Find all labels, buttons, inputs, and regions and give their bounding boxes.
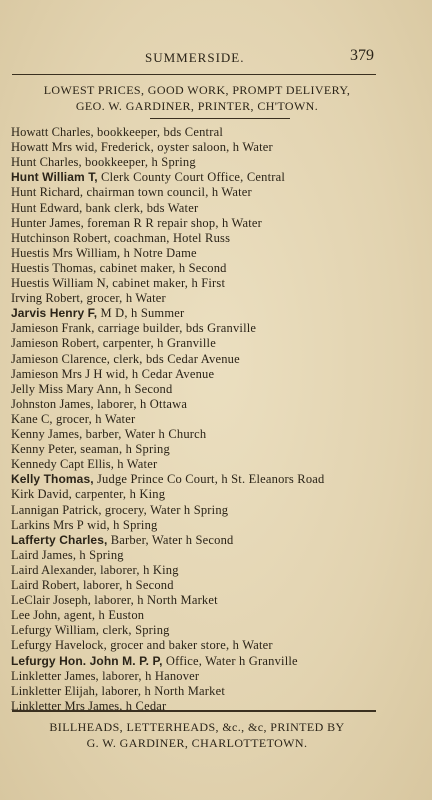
footer-rule xyxy=(12,710,376,712)
entry-name: Lannigan Patrick, xyxy=(11,502,102,517)
bottom-ad-line-2: G. W. GARDINER, CHARLOTTETOWN. xyxy=(86,736,308,750)
entry-details: seaman, h Spring xyxy=(76,442,170,457)
top-advertisement xyxy=(12,82,382,114)
entry-name: Huestis William N, xyxy=(11,276,109,290)
entry-details: grocer and baker store, h Water xyxy=(106,638,273,653)
directory-entry xyxy=(11,547,124,563)
entry-name: Kirk David, xyxy=(11,487,72,502)
page-number: 379 xyxy=(350,47,374,64)
entry-name: Lefurgy Havelock, xyxy=(11,638,107,653)
directory-entry xyxy=(11,441,170,457)
directory-entry xyxy=(11,184,252,200)
entry-name: Lefurgy William, xyxy=(11,623,100,638)
bottom-ad-line-1: BILLHEADS, LETTERHEADS, &c., &c, PRINTED BY xyxy=(49,720,345,734)
entry-details: Frederick, oyster saloon, h Water xyxy=(97,140,273,155)
entry-details: laborer, h Second xyxy=(79,578,174,592)
directory-entry xyxy=(11,456,157,472)
directory-entry xyxy=(11,275,225,291)
entry-name: Huestis Mrs William, xyxy=(11,245,121,260)
entry-details: Clerk County Court Office, Central xyxy=(97,170,286,185)
entry-name: Huestis Thomas, xyxy=(11,260,97,275)
entry-name: Linkletter Mrs James, xyxy=(11,698,123,713)
entry-name: Howatt Charles, xyxy=(11,125,94,139)
directory-entry xyxy=(11,592,218,608)
entry-name: LeClair Joseph, xyxy=(11,593,91,608)
directory-entry xyxy=(11,471,324,487)
directory-entry xyxy=(11,396,187,412)
directory-entry xyxy=(11,607,144,623)
entry-name: Hunt Richard, xyxy=(11,185,84,200)
top-ad-line-1: LOWEST PRICES, GOOD WORK, PROMPT DELIVERY, xyxy=(43,83,351,97)
entry-name: Jamieson Robert, xyxy=(11,336,100,351)
directory-entry xyxy=(11,290,166,306)
entry-name: Kelly Thomas, xyxy=(11,472,94,487)
entry-name: Hunt William T, xyxy=(11,170,98,185)
entry-details: wid, h Spring xyxy=(83,517,158,532)
directory-entry xyxy=(11,668,199,684)
entry-details: agent, h Euston xyxy=(60,608,145,623)
entry-details: clerk, Spring xyxy=(99,623,170,638)
entry-details: laborer, h Ottawa xyxy=(93,396,188,411)
directory-entry xyxy=(11,366,214,382)
entry-name: Lefurgy Hon. John M. P. P, xyxy=(11,653,163,668)
entry-details: grocer, h Water xyxy=(83,291,166,306)
entry-details: h Cedar xyxy=(122,698,167,713)
directory-entry xyxy=(11,351,240,367)
entry-details: h Second xyxy=(121,381,173,396)
entry-details: Office, Water h Granville xyxy=(162,653,298,668)
entry-details: chairman town council, h Water xyxy=(83,185,252,200)
entry-details: carpenter, h King xyxy=(71,487,166,502)
directory-entry xyxy=(11,335,216,351)
entry-name: Hunter James, xyxy=(11,215,84,230)
directory-entry xyxy=(11,411,135,427)
entry-details: h Water xyxy=(113,457,158,472)
directory-entry xyxy=(11,260,227,276)
directory-entry xyxy=(11,215,262,231)
entry-name: Jamieson Frank, xyxy=(11,321,95,336)
entry-details: coachman, Hotel Russ xyxy=(110,230,231,245)
directory-entry xyxy=(11,622,170,638)
running-title: SUMMERSIDE. xyxy=(145,50,245,65)
directory-entry xyxy=(11,169,285,185)
entry-name: Laird Alexander, xyxy=(11,562,97,577)
entry-name: Hunt Charles, xyxy=(11,155,82,170)
entry-details: carriage builder, bds Granville xyxy=(94,321,257,336)
entry-name: Larkins Mrs P xyxy=(11,517,84,532)
entry-name: Howatt Mrs wid, xyxy=(11,140,98,155)
bottom-advertisement xyxy=(12,719,382,751)
entry-name: Jelly Miss Mary Ann, xyxy=(11,381,122,396)
entry-details: foreman R R repair shop, h Water xyxy=(83,215,263,230)
entry-name: Linkletter James, xyxy=(11,668,99,683)
directory-entry xyxy=(11,637,273,653)
entry-details: h Spring xyxy=(76,547,124,562)
entry-details: laborer, h North Market xyxy=(98,683,226,698)
directory-entry xyxy=(11,245,197,261)
entry-name: Kennedy Capt Ellis, xyxy=(11,457,114,472)
entry-name: Kenny Peter, xyxy=(11,442,77,457)
entry-details: grocer, h Water xyxy=(52,411,136,426)
directory-entry xyxy=(11,200,198,216)
entry-details: h Notre Dame xyxy=(120,245,197,260)
ad-separator-rule xyxy=(150,118,290,119)
entry-details: Judge Prince Co Court, h St. Eleanors Road xyxy=(93,472,325,487)
directory-entry xyxy=(11,139,273,155)
directory-entry xyxy=(11,517,157,533)
entry-name: Irving Robert, xyxy=(11,291,84,306)
entry-details: barber, Water h Church xyxy=(82,427,207,441)
directory-entry xyxy=(11,653,298,669)
directory-entry xyxy=(11,381,172,397)
header-rule xyxy=(12,74,376,75)
directory-entry xyxy=(11,230,230,246)
entry-name: Lee John, xyxy=(11,608,61,623)
directory-entry xyxy=(11,486,165,502)
entry-details: clerk, bds Cedar Avenue xyxy=(110,351,240,366)
entry-name: Kane C, xyxy=(11,411,53,426)
directory-entry xyxy=(11,320,256,336)
entry-name: Laird Robert, xyxy=(11,578,80,592)
entry-name: Kenny James, xyxy=(11,427,83,441)
directory-entry xyxy=(11,154,196,170)
entry-name: Linkletter Elijah, xyxy=(11,683,99,698)
directory-entry xyxy=(11,683,225,699)
entry-details: laborer, h King xyxy=(96,562,179,577)
directory-entry xyxy=(11,562,179,578)
directory-entry xyxy=(11,426,206,442)
entry-name: Laird James, xyxy=(11,547,77,562)
entry-details: cabinet maker, h Second xyxy=(96,260,227,275)
entry-details: bank clerk, bds Water xyxy=(82,200,199,215)
directory-entry xyxy=(11,502,228,518)
entry-details: laborer, h Hanover xyxy=(98,668,200,683)
entry-details: M D, h Summer xyxy=(97,306,185,321)
directory-entry xyxy=(11,124,223,140)
entry-details: wid, h Cedar Avenue xyxy=(102,366,215,381)
entry-name: Jarvis Henry F, xyxy=(11,306,98,321)
entry-details: laborer, h North Market xyxy=(90,593,218,608)
running-head xyxy=(0,47,432,70)
entry-name: Hutchinson Robert, xyxy=(11,230,111,245)
entry-name: Jamieson Mrs J H xyxy=(11,366,103,381)
entry-name: Jamieson Clarence, xyxy=(11,351,110,366)
entry-name: Lafferty Charles, xyxy=(11,532,108,547)
entry-details: cabinet maker, h First xyxy=(108,276,226,290)
entry-name: Johnston James, xyxy=(11,396,94,411)
entry-details: bookkeeper, h Spring xyxy=(81,155,196,170)
entry-details: carpenter, h Granville xyxy=(99,336,216,351)
entry-details: Barber, Water h Second xyxy=(107,532,234,547)
entry-details: grocery, Water h Spring xyxy=(101,502,229,517)
entry-details: bookkeeper, bds Central xyxy=(93,125,223,139)
directory-entry xyxy=(11,305,184,321)
directory-entry xyxy=(11,577,174,593)
top-ad-line-2: GEO. W. GARDINER, PRINTER, CH'TOWN. xyxy=(75,99,319,113)
directory-entry xyxy=(11,532,234,548)
entry-name: Hunt Edward, xyxy=(11,200,83,215)
